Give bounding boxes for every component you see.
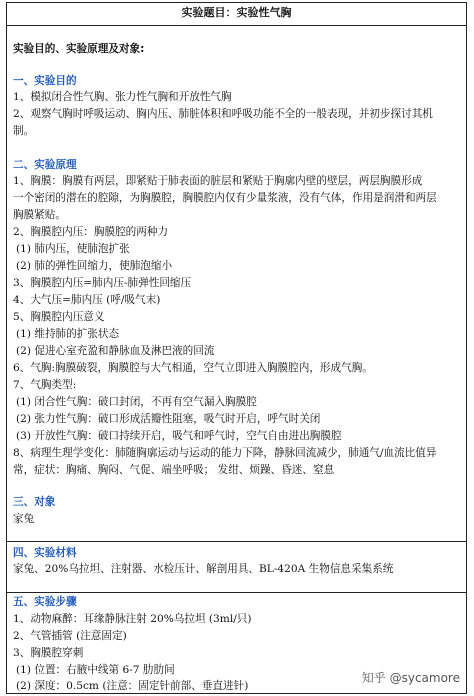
materials-title: 四、实验材料 [13,547,77,559]
principle-5-1: (1) 维持肺的扩张状态 [16,328,120,340]
principle-5-2: (2) 促进心室充盈和静脉血及淋巴液的回流 [16,345,215,357]
step-2: 2、气管插管 (注意固定) [13,630,127,642]
principle-8-cont: 常，症状：胸痛、胸闷、气促、端坐呼吸； 发绀、烦躁、昏迷、窒息 [13,464,335,476]
section-heading: 实验目的、实验原理及对象: [13,43,145,55]
principle-7: 7、气胸类型: [13,379,77,391]
principle-7-3: (3) 开放性气胸：破口持续开启，吸气和呼气时，空气自由进出胸膜腔 [16,430,342,442]
section-purpose-principle-subject [7,26,466,542]
purpose-title: 一、实验目的 [13,75,77,87]
principle-2-1: (1) 肺内压，使肺泡扩张 [16,243,130,255]
purpose-item-2-cont: 制。 [13,125,35,137]
principle-7-1: (1) 闭合性气胸：破口封闭，不再有空气漏入胸膜腔 [16,396,257,408]
principle-6: 6、气胸:胸膜破裂，胸膜腔与大气相通，空气立即进入胸膜腔内，形成气胸。 [13,362,373,374]
step-3-1: (1) 位置：右腋中线第 6-7 肋肋间 [16,664,175,676]
principle-title: 二、实验原理 [13,159,77,171]
principle-3: 3、胸膜腔内压=肺内压-肺弹性回缩压 [13,277,192,289]
principle-7-2: (2) 张力性气胸：破口形成活瓣性阻塞，吸气时开启，呼气时关闭 [16,413,321,425]
watermark: 知乎 @sycamore [361,671,460,685]
principle-1-cont2: 胸膜紧贴。 [13,209,66,221]
page-title: 实验题目：实验性气胸 [7,3,466,26]
principle-2: 2、胸膜腔内压：胸膜腔的两种力 [13,226,169,238]
principle-1: 1、胸膜：胸膜有两层，即紧贴于肺表面的脏层和紧贴于胸廓内壁的壁层，两层胸膜形成 [13,175,423,187]
step-3-2: (2) 深度：0.5cm (注意：固定针前部、垂直进针) [16,680,249,692]
principle-2-2: (2) 肺的弹性回缩力，使肺泡缩小 [16,260,173,272]
principle-4: 4、大气压=肺内压 (呼/吸气末) [13,294,161,306]
principle-1-cont: 一个密闭的潜在的腔隙，为胸膜腔，胸膜腔内仅有少量浆液，没有气体，作用是润滑和两层 [13,192,437,204]
step-1: 1、动物麻醉：耳缘静脉注射 20%乌拉坦 (3ml/只) [13,613,252,625]
subject-title: 三、对象 [13,496,56,508]
subject-text: 家兔 [13,513,35,525]
purpose-item-1: 1、模拟闭合性气胸、张力性气胸和开放性气胸 [13,91,232,103]
principle-8: 8、病理生理学变化：肺随胸廓运动与运动的能力下降，静脉回流减少，肺通气/血流比值异 [13,447,437,459]
principle-5: 5、胸膜腔内压意义 [13,311,105,323]
experiment-table [6,2,467,694]
section-materials [7,542,466,593]
purpose-item-2: 2、观察气胸时呼吸运动、胸内压、肺脏体积和呼吸功能不全的一般表现，并初步探讨其机 [13,108,433,120]
materials-text: 家兔、20%乌拉坦、注射器、水检压计、解剖用具、BL-420A 生物信息采集系统 [13,563,394,575]
step-3: 3、胸膜腔穿刺 [13,647,84,659]
steps-title: 五、实验步骤 [13,596,77,608]
